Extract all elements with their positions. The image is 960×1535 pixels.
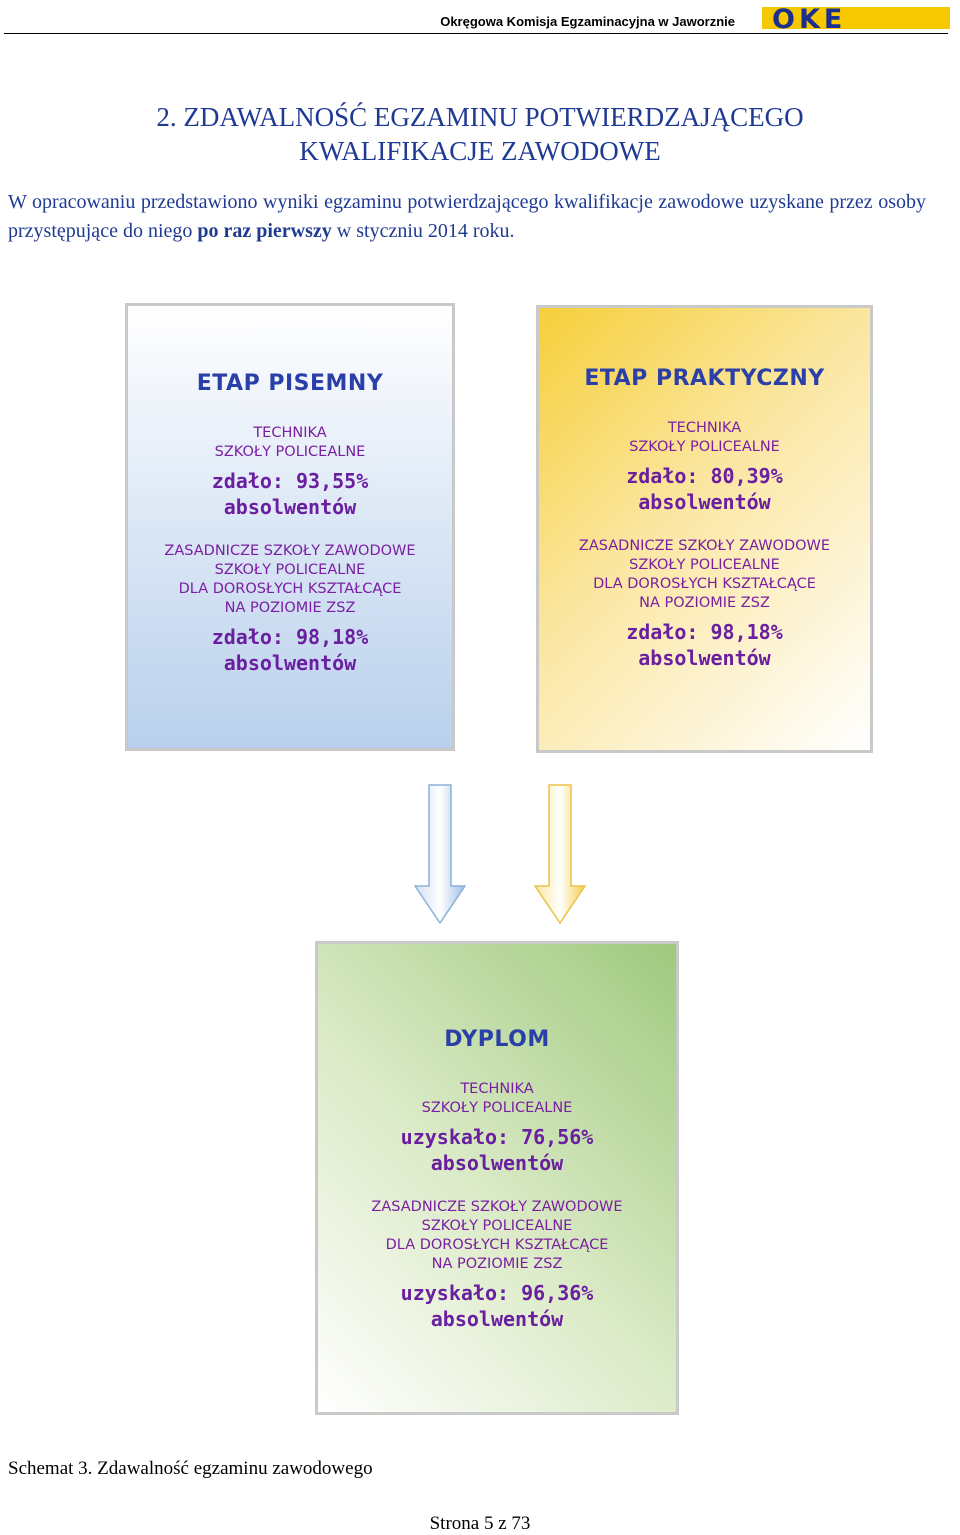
arrow-down-blue-icon (414, 784, 466, 924)
result-value: zdało: 80,39% (626, 464, 783, 488)
result-label: absolwentów (430, 1307, 564, 1331)
category-line: ZASADNICZE SZKOŁY ZAWODOWE (164, 543, 416, 559)
logo-text: OKE (772, 4, 847, 32)
category-line: ZASADNICZE SZKOŁY ZAWODOWE (578, 538, 831, 554)
result-value: uzyskało: 96,36% (400, 1281, 594, 1305)
section-title-line1: ZDAWALNOŚĆ EGZAMINU POTWIERDZAJĄCEGO (183, 102, 804, 132)
box-title: DYPLOM (444, 1027, 550, 1052)
category-line: SZKOŁY POLICEALNE (421, 1218, 573, 1234)
figure-caption: Schemat 3. Zdawalność egzaminu zawodowego (8, 1458, 373, 1479)
result-label: absolwentów (223, 651, 357, 675)
intro-text-bold: po raz pierwszy (197, 220, 332, 242)
organization-name: Okręgowa Komisja Egzaminacyjna w Jaworznie (440, 14, 735, 29)
result-value: zdało: 98,18% (626, 620, 783, 644)
oke-logo (762, 4, 950, 32)
category-line: NA POZIOMIE ZSZ (224, 600, 356, 616)
etap-praktyczny-box (536, 305, 873, 753)
result-label: absolwentów (638, 646, 771, 670)
etap-pisemny-box (125, 303, 455, 751)
category-line: DLA DOROSŁYCH KSZTAŁCĄCE (178, 581, 402, 597)
category-line: SZKOŁY POLICEALNE (629, 439, 780, 455)
category-line: NA POZIOMIE ZSZ (639, 595, 770, 611)
page-number: Strona 5 z 73 (429, 1513, 531, 1534)
result-value: zdało: 98,18% (211, 625, 369, 649)
category-line: NA POZIOMIE ZSZ (431, 1256, 563, 1272)
box-title: ETAP PRAKTYCZNY (584, 366, 825, 391)
box-title: ETAP PISEMNY (196, 371, 384, 396)
result-value: zdało: 93,55% (211, 469, 369, 493)
category-line: DLA DOROSŁYCH KSZTAŁCĄCE (385, 1237, 609, 1253)
category-line: SZKOŁY POLICEALNE (629, 557, 780, 573)
arrow-down-yellow-icon (534, 784, 586, 924)
section-heading (0, 100, 960, 168)
category-line: TECHNIKA (253, 425, 327, 441)
section-number: 2. (156, 102, 177, 132)
intro-text-part1: W opracowaniu przedstawiono wyniki egzaminu potwierdzającego kwalifikacje zawodowe uzyskane przez osoby przystępujące do niego (8, 191, 926, 242)
category-line: TECHNIKA (460, 1081, 534, 1097)
result-value: uzyskało: 76,56% (400, 1125, 594, 1149)
result-label: absolwentów (223, 495, 357, 519)
dyplom-box (315, 941, 679, 1415)
category-line: SZKOŁY POLICEALNE (214, 444, 366, 460)
category-line: TECHNIKA (667, 420, 742, 436)
category-line: DLA DOROSŁYCH KSZTAŁCĄCE (593, 576, 816, 592)
section-heading-line1 (0, 100, 960, 134)
category-line: SZKOŁY POLICEALNE (421, 1100, 573, 1116)
category-line: ZASADNICZE SZKOŁY ZAWODOWE (371, 1199, 623, 1215)
header-divider (4, 33, 948, 34)
category-line: SZKOŁY POLICEALNE (214, 562, 366, 578)
intro-paragraph (8, 188, 926, 246)
result-label: absolwentów (638, 490, 771, 514)
result-label: absolwentów (430, 1151, 564, 1175)
intro-text-part2: w styczniu 2014 roku. (331, 220, 515, 242)
section-title-line2: KWALIFIKACJE ZAWODOWE (299, 136, 661, 166)
